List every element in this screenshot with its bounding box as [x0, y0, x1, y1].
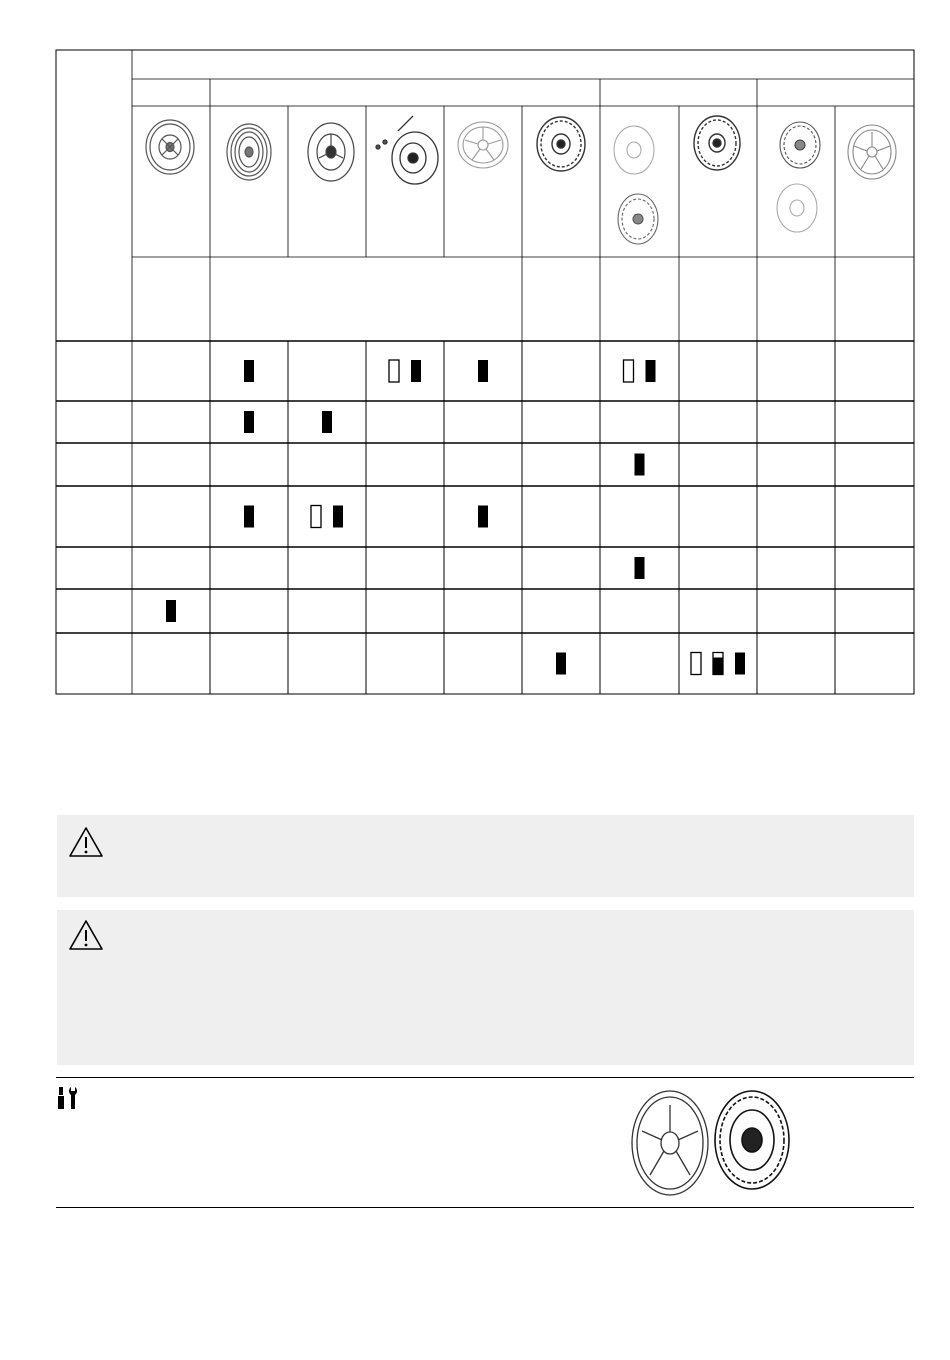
service-top-rule: [56, 1077, 914, 1078]
mark-fill: [244, 360, 254, 382]
mark-open: [691, 653, 701, 675]
wheel-image-4: [376, 116, 438, 184]
compatibility-marks: [166, 360, 745, 675]
wheel-image-7: [614, 126, 658, 244]
wheel-image-1: [146, 120, 194, 174]
wheel-image-2: [227, 124, 271, 180]
wheel-image-6: [537, 117, 585, 171]
mark-fill: [478, 506, 488, 528]
warning-notice-1: [57, 815, 914, 897]
wheel-image-9: [777, 122, 820, 232]
mark-open: [311, 506, 321, 528]
wheel-image-5: [458, 122, 508, 168]
mark-fill: [411, 360, 421, 382]
service-wheels-illustration: [610, 1085, 810, 1205]
mark-fill: [635, 454, 645, 476]
mark-fill: [556, 653, 566, 675]
knobby-wheel-drawing: [715, 1091, 789, 1189]
mark-fill: [244, 411, 254, 433]
mark-fill: [322, 411, 332, 433]
wheel-image-8: [694, 116, 740, 170]
mark-fill: [333, 506, 343, 528]
mark-half: [713, 658, 723, 675]
wheel-image-10: [848, 125, 896, 179]
mark-fill: [646, 360, 656, 382]
five-spoke-wheel-drawing: [632, 1091, 708, 1195]
warning-triangle-icon: [67, 918, 105, 952]
mark-fill: [635, 557, 645, 579]
service-bottom-rule: [56, 1207, 914, 1208]
mark-fill: [478, 360, 488, 382]
mark-fill: [244, 506, 254, 528]
mark-open: [389, 360, 399, 382]
wheel-image-3: [308, 123, 354, 181]
warning-notice-2: [57, 910, 914, 1065]
screwdriver-wrench-icon: [56, 1085, 84, 1111]
mark-fill: [735, 653, 745, 675]
mark-open: [624, 360, 634, 382]
warning-triangle-icon: [67, 825, 105, 859]
mark-fill: [166, 600, 176, 622]
